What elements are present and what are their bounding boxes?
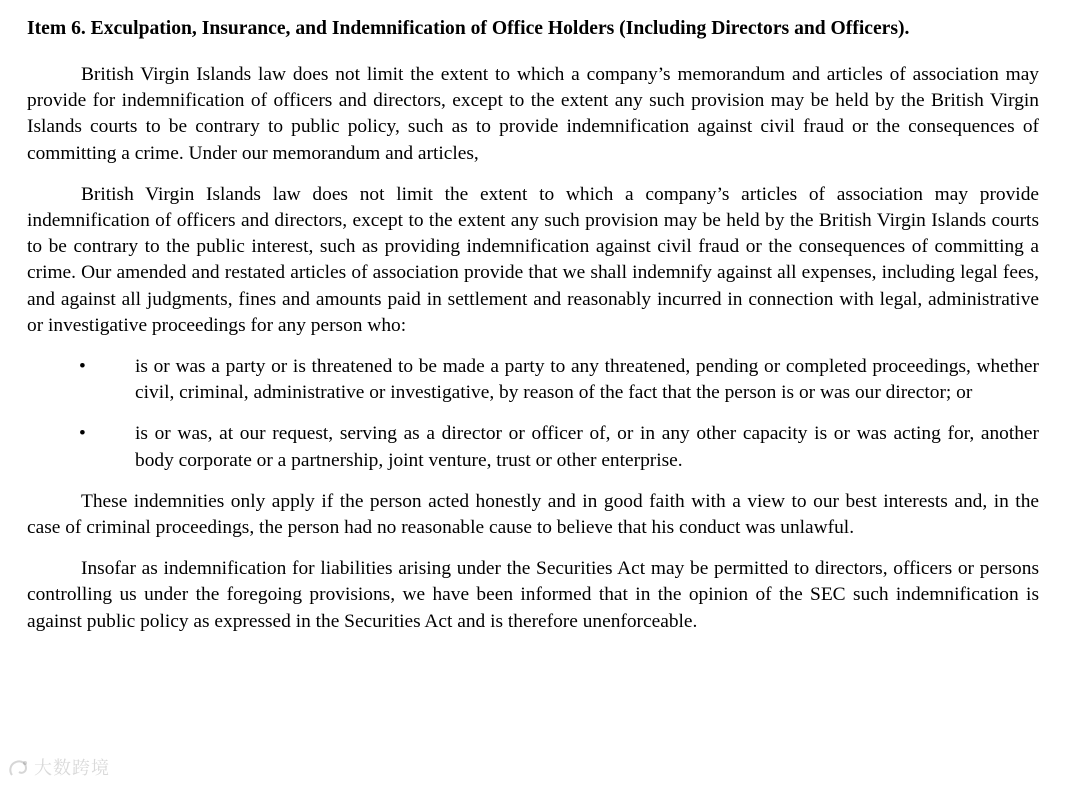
- bullet-icon: •: [79, 423, 86, 445]
- list-item: [27, 354, 1039, 406]
- logo-swirl-icon: [8, 759, 30, 779]
- paragraph-securities-act: Insofar as indemnification for liabilities arising under the Securities Act may be permitted to directors, officers or persons controlling us under the foregoing provisions, we have been informed that in the opinion of the SEC such indemnification is against public policy as expressed in the Securities Act and is therefore unenforceable.: [27, 558, 1039, 632]
- paragraph-bvi-memorandum: British Virgin Islands law does not limit the extent to which a company’s memorandum and articles of association may provide for indemnification of officers and directors, except to the extent any such provision may be held by the British Virgin Islands courts to be contrary to public policy, such as to provide indemnification against civil fraud or the consequences of committing a crime. Under our memorandum and articles,: [27, 64, 1039, 164]
- paragraph-indemnity-conditions: These indemnities only apply if the person acted honestly and in good faith with a view to our best interests and, in the case of criminal proceedings, the person had no reasonable cause to believe that his conduct was unlawful.: [27, 490, 1039, 539]
- watermark-text: 大数跨境: [34, 758, 110, 779]
- list-item-text: is or was a party or is threatened to be made a party to any threatened, pending or completed proceedings, whether civil, criminal, administrative or investigative, by reason of the fact that the person is or was our director; or: [135, 356, 1039, 404]
- document-body: [27, 12, 1039, 635]
- section-heading: Item 6. Exculpation, Insurance, and Indemnification of Office Holders (Including Directors and Officers).: [27, 18, 910, 39]
- indemnified-persons-list: [27, 354, 1039, 474]
- list-item: [27, 421, 1039, 473]
- watermark: [8, 758, 110, 780]
- list-item-text: is or was, at our request, serving as a director or officer of, or in any other capacity is or was acting for, another body corporate or a partnership, joint venture, trust or other enterprise.: [135, 423, 1039, 471]
- paragraph-bvi-articles: British Virgin Islands law does not limit the extent to which a company’s articles of association may provide indemnification of officers and directors, except to the extent any such provision may be held by the British Virgin Islands courts to be contrary to the public interest, such as providing indemnification against civil fraud or the consequences of committing a crime. Our amended and restated articles of association provide that we shall indemnify against all expenses, including legal fees, and against all judgments, fines and amounts paid in settlement and reasonably incurred in connection with legal, administrative or investigative proceedings for any person who:: [27, 183, 1039, 336]
- bullet-icon: •: [79, 356, 86, 378]
